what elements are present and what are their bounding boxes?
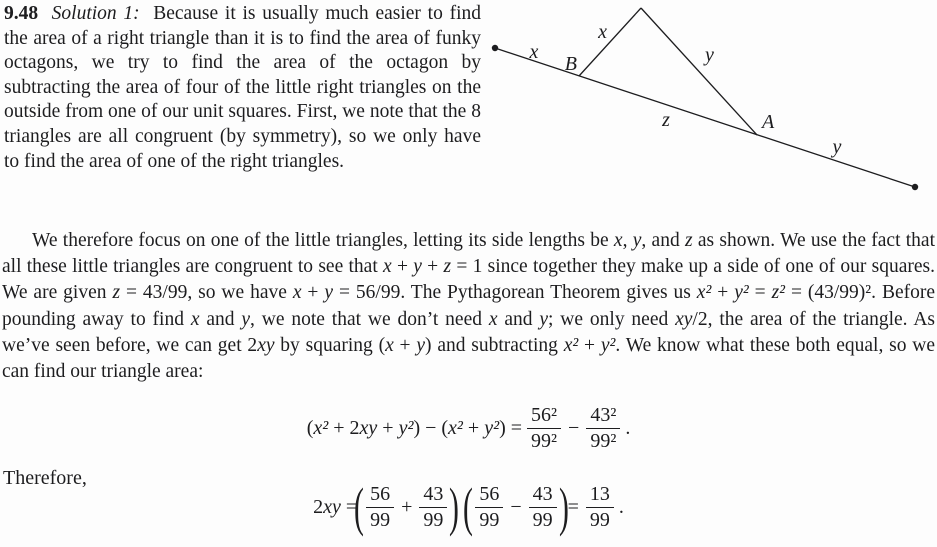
fraction-denominator: 99² (531, 430, 558, 453)
fraction-numerator: 43 (419, 483, 447, 508)
fraction-denominator: 99 (479, 509, 500, 531)
text-run: y² (398, 416, 414, 439)
text-run: z (684, 230, 693, 251)
text-run: + (393, 334, 417, 356)
main-paragraph (2, 228, 935, 385)
equals-sign: = (567, 495, 579, 518)
text-run: z (443, 256, 452, 278)
text-run: and (497, 308, 540, 330)
close-paren: ) (449, 477, 460, 537)
triangle-diagram (0, 0, 937, 212)
text-run: x (488, 308, 498, 330)
equation-period: . (618, 495, 624, 518)
text-run: x² (448, 416, 463, 439)
label-side-x-upper: x (598, 21, 607, 43)
text-run: y² (734, 282, 749, 304)
text-run: + (421, 256, 444, 278)
text-run: ) = (499, 416, 523, 439)
text-run: x² (696, 282, 712, 304)
text-run: y² (484, 416, 500, 439)
text-run: + (301, 282, 325, 304)
text-run: . We know what these both equal, so we can find our triangle area: (2, 334, 936, 383)
fraction-numerator: 13 (586, 483, 614, 508)
text-run: + 2 (328, 416, 360, 439)
fraction-denominator: 99 (532, 509, 553, 531)
text-run: = (748, 282, 772, 304)
transversal-line (495, 48, 915, 187)
text-run: + (377, 416, 399, 439)
triangle-side-left (579, 8, 641, 76)
text-run: x (383, 256, 392, 278)
fraction-denominator: 99 (423, 509, 444, 531)
endpoint-dot-left (492, 45, 498, 51)
text-run: x (385, 334, 394, 356)
text-run: x² (313, 416, 329, 439)
equation-1-lhs (307, 417, 522, 440)
text-run: = 43/99, so we have (120, 282, 293, 304)
fraction (475, 483, 503, 532)
plus-operator: + (401, 495, 413, 518)
text-run: ) − ( (413, 416, 449, 439)
text-run: , we note that we don’t need (250, 308, 489, 330)
fraction-numerator: 43² (586, 404, 620, 429)
text-run: by squaring ( (274, 334, 386, 356)
open-paren: ( (354, 477, 365, 537)
fraction (586, 483, 614, 532)
text-run: , (622, 230, 633, 251)
fraction-numerator: 56 (366, 483, 394, 508)
text-run: + (462, 416, 485, 439)
label-point-A: A (762, 111, 775, 133)
text-run: We therefore focus on one of the little triangles, letting its side lengths be (32, 230, 614, 251)
text-run: xy (359, 416, 378, 439)
text-run: ; we only need (548, 308, 676, 330)
fraction-numerator: 56² (527, 404, 561, 429)
text-run: xy (257, 334, 275, 356)
text-run: and (199, 308, 242, 330)
fraction-denominator: 99 (589, 509, 610, 531)
text-run: xy (323, 495, 341, 518)
text-run: z (112, 282, 121, 304)
text-run: z² (771, 282, 786, 304)
text-run: 9.48 (4, 3, 39, 24)
fraction (419, 483, 447, 532)
text-run: + (711, 282, 735, 304)
label-side-x-left: x (529, 41, 539, 63)
text-run: Solution 1: (51, 3, 140, 24)
text-run: x (190, 308, 200, 330)
close-paren: ) (558, 477, 569, 537)
text-run: = (340, 495, 358, 518)
label-side-z: z (662, 109, 670, 131)
fraction (586, 404, 620, 453)
text-run: /2, the area of the triangle. As we’ve seen before, we can get 2 (2, 308, 935, 356)
text-run: ( (306, 416, 314, 439)
text-run: y (413, 256, 422, 278)
fraction (529, 483, 557, 532)
text-run: + (391, 256, 414, 278)
text-run: Because it is usually much easier to find the area of a right triangle than it is to find the area of funky octagons, we try to find the area of the octagon by subtracting the area of four of the little right triangles on the outside from one of our unit squares. First, we note that the 8 triangles are all congruent (by symmetry), so we only have to find the area of one of the right triangles. (4, 3, 482, 172)
text-run: , and (641, 230, 685, 251)
equation-2-lhs (313, 496, 357, 519)
fraction-numerator: 43 (529, 483, 557, 508)
label-side-y-upper: y (705, 44, 714, 66)
text-run: x² (563, 334, 579, 356)
text-run: + (578, 334, 601, 356)
fraction-denominator: 99² (590, 430, 617, 453)
text-run: = 56/99. The Pythagorean Theorem gives us (333, 282, 697, 304)
endpoint-dot-right (912, 184, 918, 190)
text-run: y (539, 308, 549, 330)
minus-operator: − (568, 416, 580, 439)
text-run: 2 (313, 495, 324, 518)
text-run: y (416, 334, 426, 356)
therefore-label: Therefore, (3, 467, 87, 489)
text-run: xy (675, 308, 693, 330)
equation-period: . (625, 416, 631, 439)
text-run: as shown. We use the fact that all these little triangles are congruent to see that (2, 230, 936, 278)
open-paren: ( (463, 477, 474, 537)
fraction-denominator: 99 (370, 509, 391, 531)
label-side-y-right: y (832, 136, 842, 158)
text-run: y (324, 282, 334, 304)
fraction (366, 483, 394, 532)
text-run: = 1 since together they make up a side of one of our squares. We are given (2, 256, 936, 304)
text-run: x (292, 282, 302, 304)
text-run: ) and subtracting (425, 334, 564, 356)
minus-operator: − (510, 495, 522, 518)
text-run: = (43/99)². Before pounding away to find (2, 282, 936, 330)
text-run: y² (600, 334, 616, 356)
fraction (527, 404, 561, 453)
text-run: x (613, 230, 623, 251)
equation-1 (0, 404, 937, 453)
label-point-B: B (564, 53, 577, 75)
text-run: y (241, 308, 251, 330)
text-run: y (632, 230, 642, 251)
fraction-numerator: 56 (475, 483, 503, 508)
